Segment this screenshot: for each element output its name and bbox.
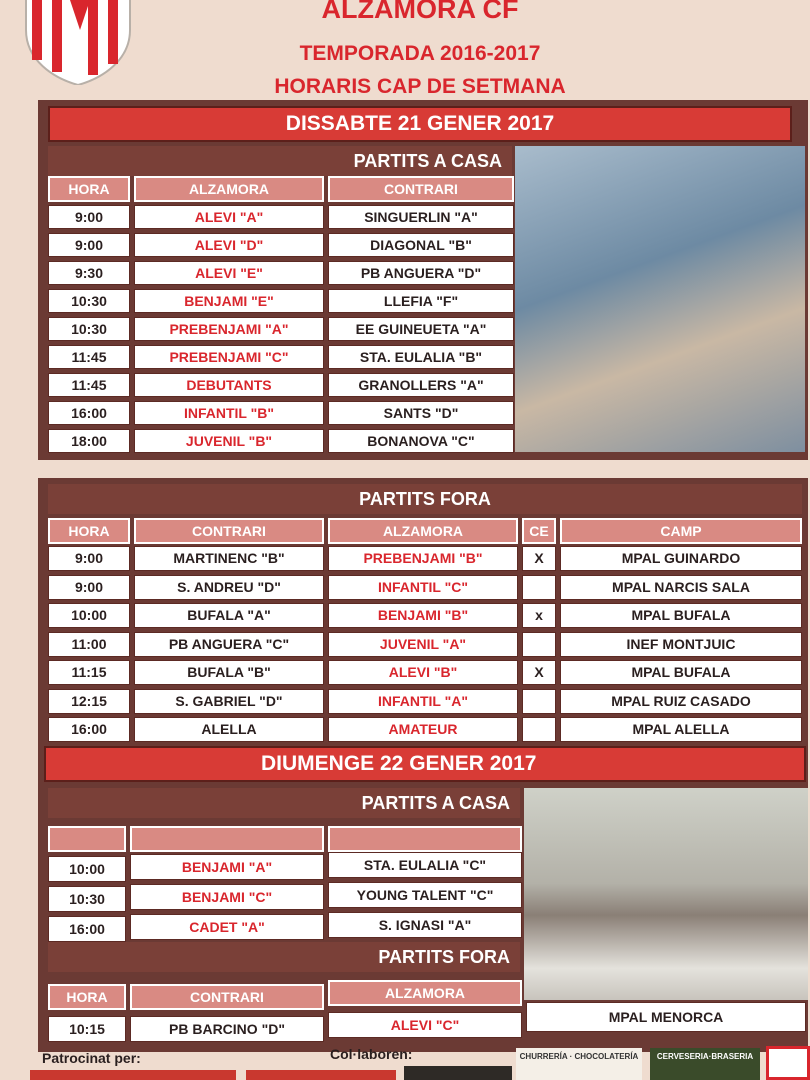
match-time: 9:00 [48, 233, 130, 257]
opponent-team: PB ANGUERA "C" [134, 632, 324, 657]
match-time: 10:30 [48, 886, 126, 912]
match-time: 16:00 [48, 717, 130, 742]
home-team: ALEVI "A" [134, 205, 324, 229]
away-team: BENJAMI "B" [328, 603, 518, 628]
field-name: MPAL GUINARDO [560, 546, 802, 571]
season-title: TEMPORADA 2016-2017 [299, 42, 541, 65]
opponent-team: S. ANDREU "D" [134, 575, 324, 600]
opponent-team: ALELLA [134, 717, 324, 742]
match-time: 9:30 [48, 261, 130, 285]
opponent-team: DIAGONAL "B" [328, 233, 514, 257]
churreria-logo: CHURRERÍA · CHOCOLATERÍA [516, 1048, 642, 1080]
ce-mark [522, 632, 556, 657]
sponsor-logo-3 [404, 1066, 512, 1080]
home-team: BENJAMI "E" [134, 289, 324, 313]
ce-mark: x [522, 603, 556, 628]
match-time: 16:00 [48, 401, 130, 425]
opponent-team: BUFALA "B" [134, 660, 324, 685]
home-team: BENJAMI "A" [130, 854, 324, 880]
opponent-team: BUFALA "A" [134, 603, 324, 628]
away-header-alzamora: ALZAMORA [328, 518, 518, 544]
away-team: PREBENJAMI "B" [328, 546, 518, 571]
field-name: INEF MONTJUIC [560, 632, 802, 657]
home-team: PREBENJAMI "A" [134, 317, 324, 341]
ce-mark: X [522, 546, 556, 571]
opponent-team: STA. EULALIA "B" [328, 345, 514, 369]
opponent-team: PB ANGUERA "D" [328, 261, 514, 285]
sunday-away-header-alzamora: ALZAMORA [328, 980, 522, 1006]
home-team: CADET "A" [130, 914, 324, 940]
collaborate-label: Col·laboren: [330, 1046, 413, 1062]
match-time: 11:45 [48, 345, 130, 369]
sunday-away-opponent: PB BARCINO "D" [130, 1016, 324, 1042]
field-name: MPAL NARCIS SALA [560, 575, 802, 600]
away-team: ALEVI "B" [328, 660, 518, 685]
opponent-team: STA. EULALIA "C" [328, 852, 522, 878]
field-name: MPAL ALELLA [560, 717, 802, 742]
away-header-contrari: CONTRARI [134, 518, 324, 544]
sponsored-label: Patrocinat per: [42, 1050, 141, 1066]
away-team: INFANTIL "A" [328, 689, 518, 714]
club-crest [18, 0, 138, 85]
opponent-team: LLEFIA "F" [328, 289, 514, 313]
match-time: 10:30 [48, 317, 130, 341]
match-time: 9:00 [48, 575, 130, 600]
saturday-date: DISSABTE 21 GENER 2017 [48, 106, 792, 142]
winter-painting-image [515, 146, 805, 452]
opponent-team: MARTINENC "B" [134, 546, 324, 571]
opponent-team: SANTS "D" [328, 401, 514, 425]
match-time: 10:00 [48, 603, 130, 628]
match-time: 10:30 [48, 289, 130, 313]
opponent-team: GRANOLLERS "A" [328, 373, 514, 397]
away-header-hora: HORA [48, 518, 130, 544]
sunday-header-blank-1 [48, 826, 126, 852]
saturday-home-title: PARTITS A CASA [48, 146, 512, 176]
ce-mark: X [522, 660, 556, 685]
opponent-team: EE GUINEUETA "A" [328, 317, 514, 341]
sponsor-logo-1 [30, 1070, 236, 1080]
home-team: PREBENJAMI "C" [134, 345, 324, 369]
opponent-team: YOUNG TALENT "C" [328, 882, 522, 908]
ce-mark [522, 689, 556, 714]
saturday-away-title: PARTITS FORA [48, 484, 802, 514]
match-time: 11:45 [48, 373, 130, 397]
club-title: ALZAMORA CF [321, 0, 519, 24]
away-team: JUVENIL "A" [328, 632, 518, 657]
sunday-away-header-hora: HORA [48, 984, 126, 1010]
col-header-alzamora: ALZAMORA [134, 176, 324, 202]
away-team: INFANTIL "C" [328, 575, 518, 600]
sunday-header-blank-3 [328, 826, 522, 852]
match-time: 16:00 [48, 916, 126, 942]
sunday-away-field: MPAL MENORCA [526, 1002, 806, 1032]
sunday-away-header-contrari: CONTRARI [130, 984, 324, 1010]
col-header-hora: HORA [48, 176, 130, 202]
opponent-team: BONANOVA "C" [328, 429, 514, 453]
away-header-camp: CAMP [560, 518, 802, 544]
sponsor-logo-6 [766, 1046, 810, 1080]
match-time: 11:15 [48, 660, 130, 685]
schedule-subtitle: HORARIS CAP DE SETMANA [274, 75, 566, 98]
sunday-away-time: 10:15 [48, 1016, 126, 1042]
sunday-away-team: ALEVI "C" [328, 1012, 522, 1038]
sunday-date: DIUMENGE 22 GENER 2017 [44, 746, 806, 782]
match-time: 10:00 [48, 856, 126, 882]
home-team: ALEVI "E" [134, 261, 324, 285]
field-name: MPAL RUIZ CASADO [560, 689, 802, 714]
match-time: 9:00 [48, 205, 130, 229]
home-team: ALEVI "D" [134, 233, 324, 257]
sponsor-logo-2 [246, 1070, 396, 1080]
away-team: AMATEUR [328, 717, 518, 742]
match-time: 12:15 [48, 689, 130, 714]
cerveseria-logo: CERVESERIA·BRASERIA [650, 1048, 760, 1080]
opponent-team: SINGUERLIN "A" [328, 205, 514, 229]
field-name: MPAL BUFALA [560, 603, 802, 628]
sunday-away-title: PARTITS FORA [48, 942, 520, 972]
home-team: INFANTIL "B" [134, 401, 324, 425]
industrial-painting-image [524, 788, 808, 1000]
field-name: MPAL BUFALA [560, 660, 802, 685]
match-time: 11:00 [48, 632, 130, 657]
home-team: BENJAMI "C" [130, 884, 324, 910]
sunday-home-title: PARTITS A CASA [48, 788, 520, 818]
sunday-header-blank-2 [130, 826, 324, 852]
home-team: DEBUTANTS [134, 373, 324, 397]
away-header-ce: CE [522, 518, 556, 544]
match-time: 9:00 [48, 546, 130, 571]
col-header-contrari: CONTRARI [328, 176, 514, 202]
ce-mark [522, 717, 556, 742]
opponent-team: S. GABRIEL "D" [134, 689, 324, 714]
home-team: JUVENIL "B" [134, 429, 324, 453]
opponent-team: S. IGNASI "A" [328, 912, 522, 938]
match-time: 18:00 [48, 429, 130, 453]
ce-mark [522, 575, 556, 600]
